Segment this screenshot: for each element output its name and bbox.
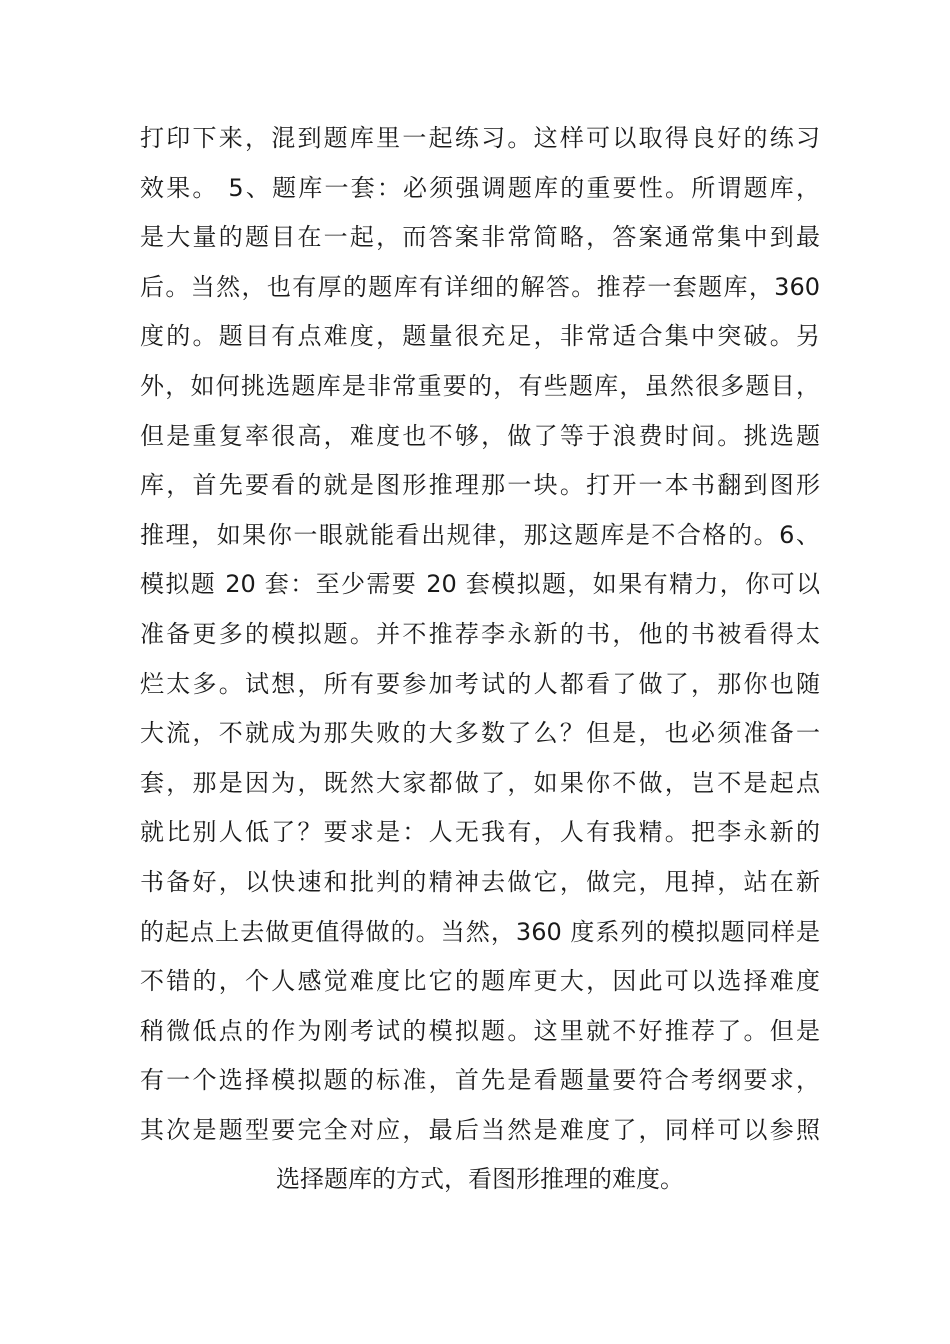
text-line: 大流，不就成为那失败的大多数了么？但是，也必须准备一 [140, 719, 820, 748]
text-line: 套，那是因为，既然大家都做了，如果你不做，岂不是起点 [140, 768, 820, 797]
text-line: 准备更多的模拟题。并不推荐李永新的书，他的书被看得太 [140, 619, 820, 648]
text-line: 但是重复率很高，难度也不够，做了等于浪费时间。挑选题 [140, 421, 820, 450]
text-line: 后。当然，也有厚的题库有详细的解答。推荐一套题库，360 [140, 272, 820, 301]
text-line: 的起点上去做更值得做的。当然，360 度系列的模拟题同样是 [140, 917, 820, 946]
text-line: 库，首先要看的就是图形推理那一块。打开一本书翻到图形 [140, 471, 820, 500]
text-line: 稍微低点的作为刚考试的模拟题。这里就不好推荐了。但是 [140, 1016, 820, 1045]
text-line: 就比别人低了？要求是：人无我有，人有我精。把李永新的 [140, 818, 820, 847]
text-line: 模拟题 20 套：至少需要 20 套模拟题，如果有精力，你可以 [140, 570, 820, 599]
text-line: 效果。 5、题库一套：必须强调题库的重要性。所谓题库， [140, 173, 820, 202]
text-line: 推理，如果你一眼就能看出规律，那这题库是不合格的。6、 [140, 520, 820, 549]
text-line: 其次是题型要完全对应，最后当然是难度了，同样可以参照 [140, 1115, 820, 1144]
body-text [140, 114, 820, 1205]
text-line: 有一个选择模拟题的标准，首先是看题量要符合考纲要求， [140, 1066, 820, 1095]
text-line: 度的。题目有点难度，题量很充足，非常适合集中突破。另 [140, 322, 820, 351]
text-line: 是大量的题目在一起，而答案非常简略，答案通常集中到最 [140, 223, 820, 252]
text-line: 打印下来，混到题库里一起练习。这样可以取得良好的练习 [140, 124, 820, 152]
text-line: 外，如何挑选题库是非常重要的，有些题库，虽然很多题目， [140, 371, 820, 400]
text-line-last: 选择题库的方式，看图形推理的难度。 [276, 1165, 684, 1194]
text-line: 烂太多。试想，所有要参加考试的人都看了做了，那你也随 [140, 669, 820, 698]
text-line: 书备好，以快速和批判的精神去做它，做完，甩掉，站在新 [140, 867, 820, 896]
text-line: 不错的，个人感觉难度比它的题库更大，因此可以选择难度 [140, 967, 820, 996]
